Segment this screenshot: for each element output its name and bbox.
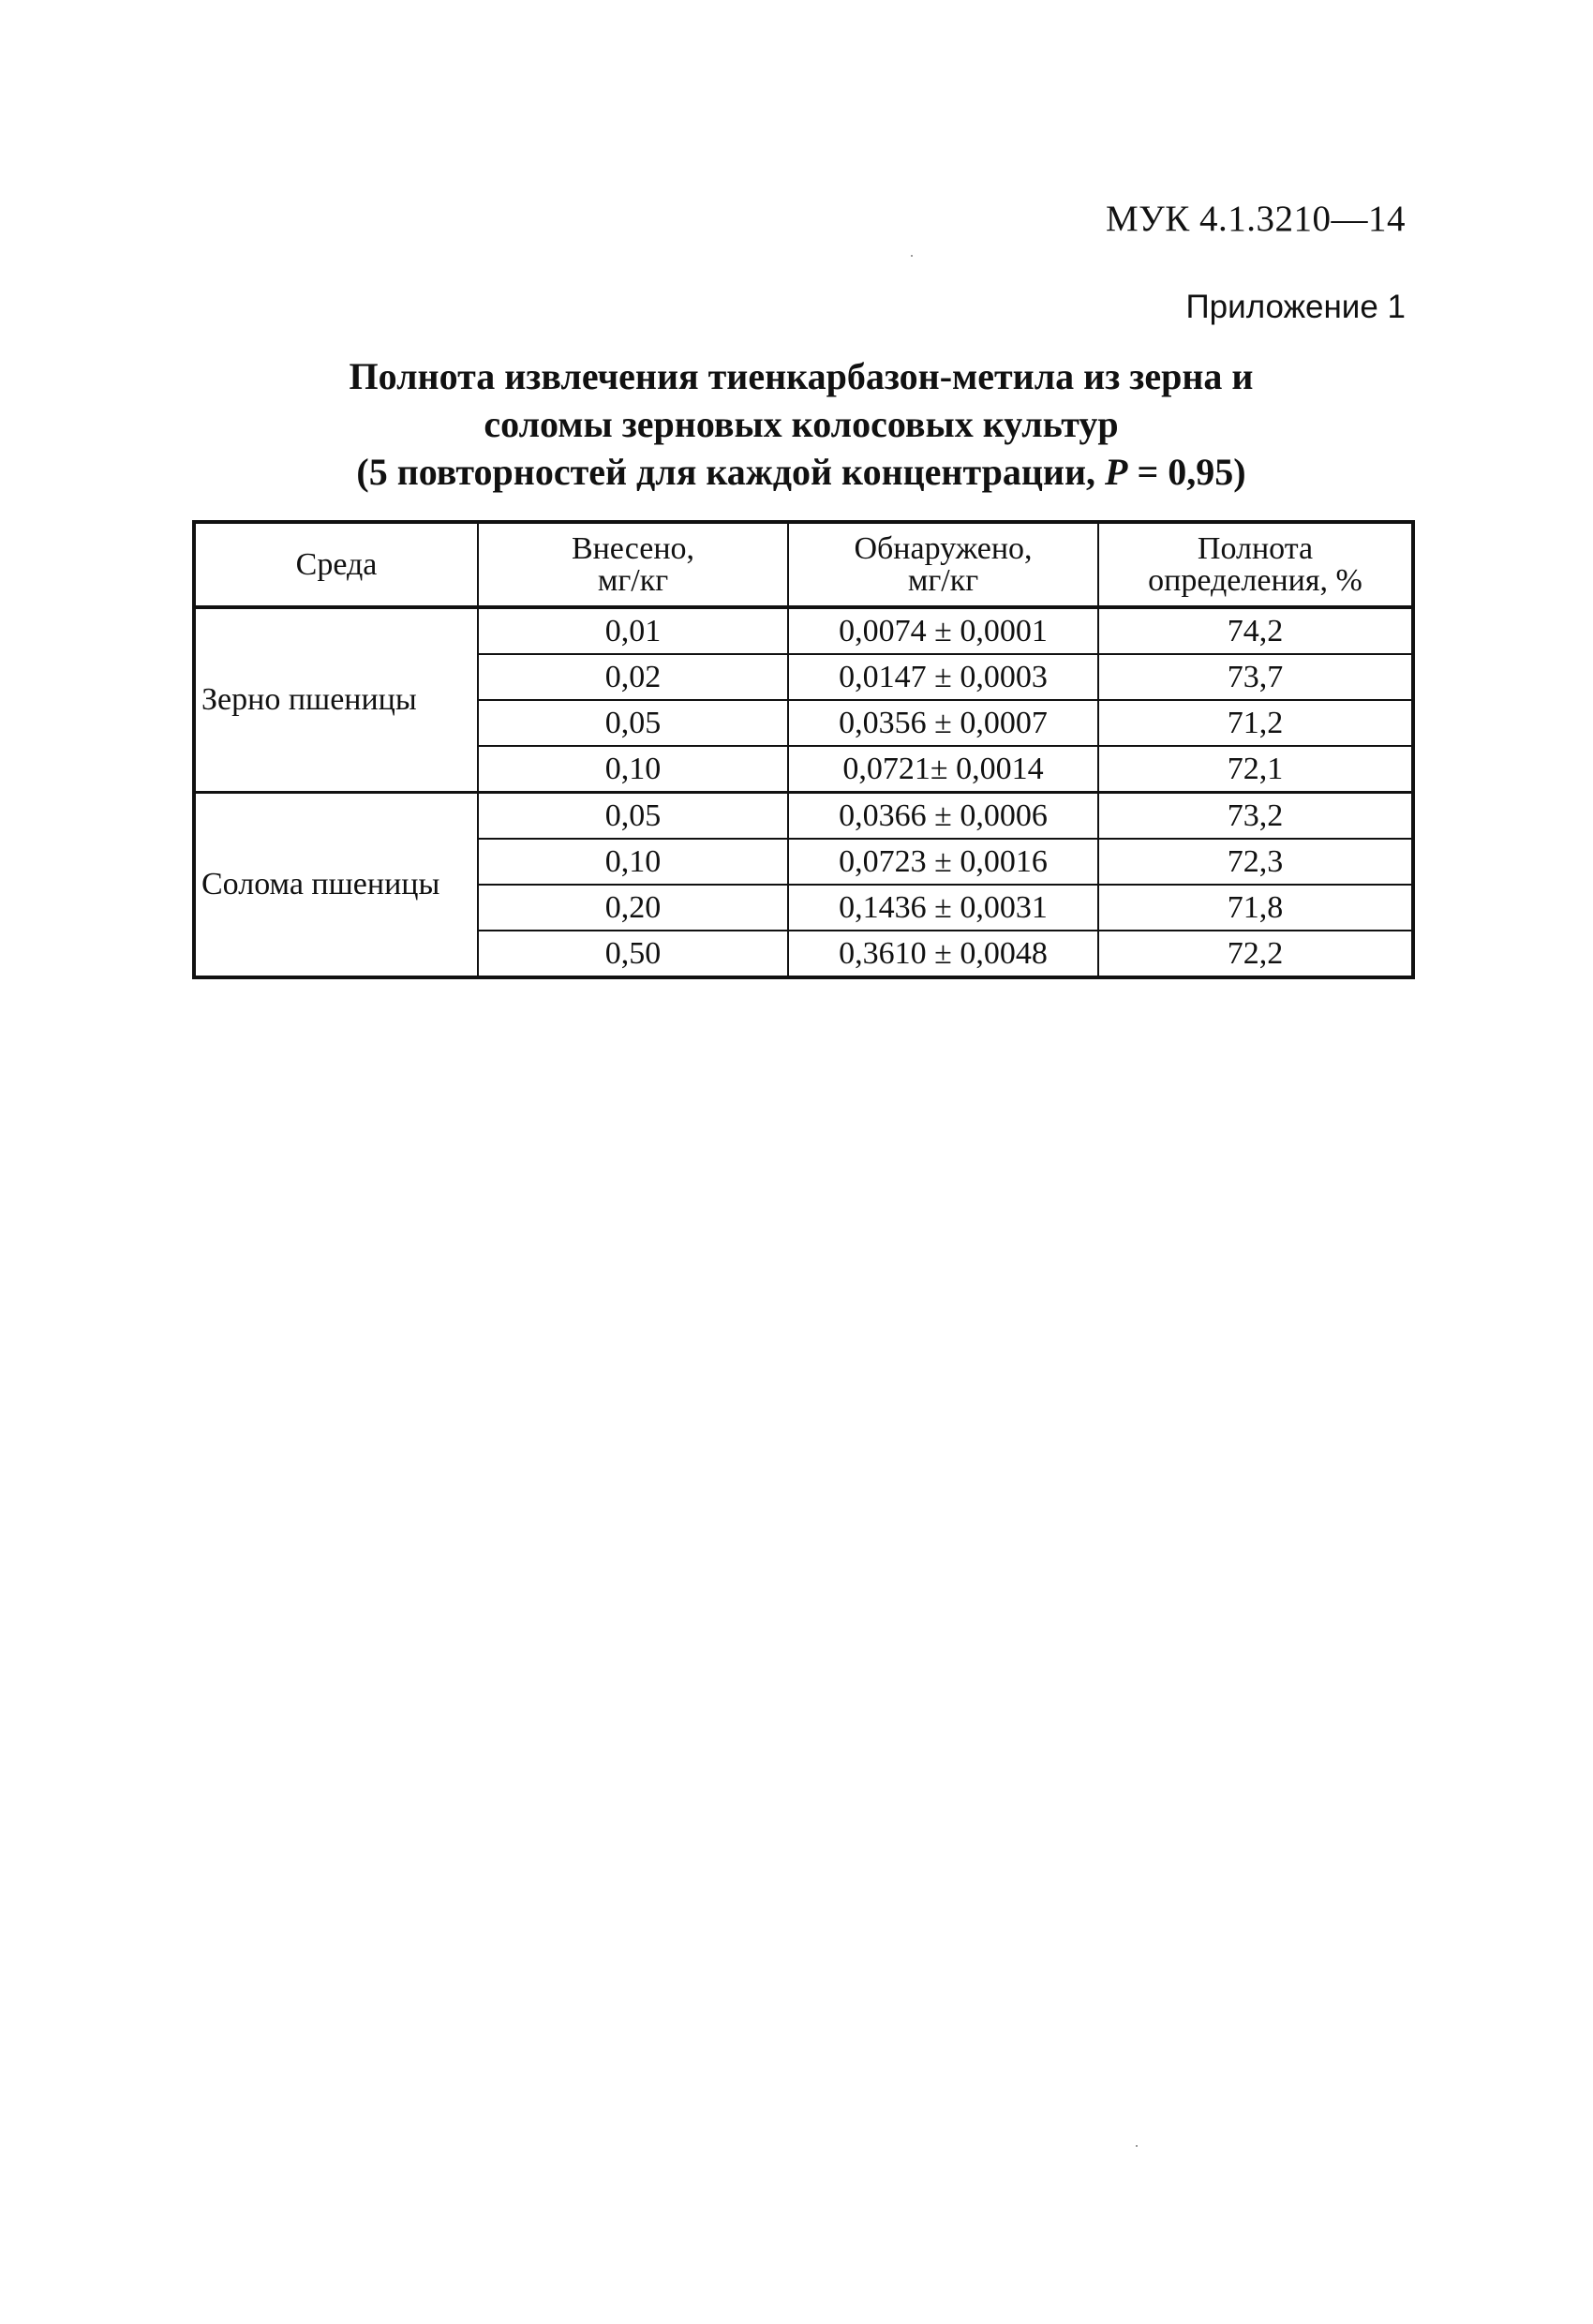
document-code: МУК 4.1.3210—14	[1105, 199, 1406, 239]
added-cell: 0,02	[478, 654, 788, 700]
scan-speck	[1136, 2145, 1138, 2147]
appendix-label: Приложение 1	[1185, 289, 1406, 325]
recovery-cell: 72,1	[1098, 746, 1413, 793]
medium-cell-straw: Солома пшеницы	[194, 793, 478, 978]
found-cell: 0,0356 ± 0,0007	[788, 700, 1098, 746]
recovery-cell: 71,8	[1098, 885, 1413, 931]
added-cell: 0,05	[478, 700, 788, 746]
added-cell: 0,20	[478, 885, 788, 931]
table-row	[194, 607, 1413, 654]
table-row	[194, 793, 1413, 840]
column-header-medium	[194, 522, 478, 607]
title-line-3-suffix: = 0,95)	[1127, 451, 1246, 493]
scan-speck	[911, 255, 913, 257]
added-cell: 0,50	[478, 931, 788, 977]
column-header-found	[788, 522, 1098, 607]
title-line-3-prefix: (5 повторностей для каждой концентрации,	[356, 451, 1105, 493]
recovery-cell: 73,2	[1098, 793, 1413, 840]
found-cell: 0,0721± 0,0014	[788, 746, 1098, 793]
added-cell: 0,05	[478, 793, 788, 840]
found-cell: 0,0074 ± 0,0001	[788, 607, 1098, 654]
added-cell: 0,10	[478, 839, 788, 885]
column-header-recovery-line1: Полнота	[1197, 530, 1314, 566]
column-header-added	[478, 522, 788, 607]
column-header-added-line2: мг/кг	[597, 562, 669, 598]
added-cell: 0,01	[478, 607, 788, 654]
recovery-cell: 72,2	[1098, 931, 1413, 977]
recovery-cell: 74,2	[1098, 607, 1413, 654]
added-cell: 0,10	[478, 746, 788, 793]
recovery-cell: 72,3	[1098, 839, 1413, 885]
column-header-found-line1: Обнаружено,	[854, 530, 1033, 566]
found-cell: 0,0366 ± 0,0006	[788, 793, 1098, 840]
column-header-found-line2: мг/кг	[907, 562, 979, 598]
recovery-table	[192, 520, 1415, 979]
table-title	[197, 352, 1406, 496]
recovery-table-container	[192, 520, 1411, 979]
found-cell: 0,0147 ± 0,0003	[788, 654, 1098, 700]
title-line-2: соломы зерновых колосовых культур	[484, 403, 1119, 445]
recovery-cell: 73,7	[1098, 654, 1413, 700]
medium-cell-grain: Зерно пшеницы	[194, 607, 478, 793]
table-header-row	[194, 522, 1413, 607]
probability-variable: P	[1105, 451, 1128, 493]
column-header-added-line1: Внесено,	[571, 530, 695, 566]
title-line-1: Полнота извлечения тиенкарбазон-метила из зерна и	[349, 355, 1254, 397]
recovery-cell: 71,2	[1098, 700, 1413, 746]
column-header-recovery-line2: определения, %	[1148, 562, 1362, 598]
title-line-3	[197, 448, 1406, 496]
column-header-medium-text: Среда	[295, 546, 378, 582]
found-cell: 0,3610 ± 0,0048	[788, 931, 1098, 977]
found-cell: 0,1436 ± 0,0031	[788, 885, 1098, 931]
column-header-recovery	[1098, 522, 1413, 607]
found-cell: 0,0723 ± 0,0016	[788, 839, 1098, 885]
